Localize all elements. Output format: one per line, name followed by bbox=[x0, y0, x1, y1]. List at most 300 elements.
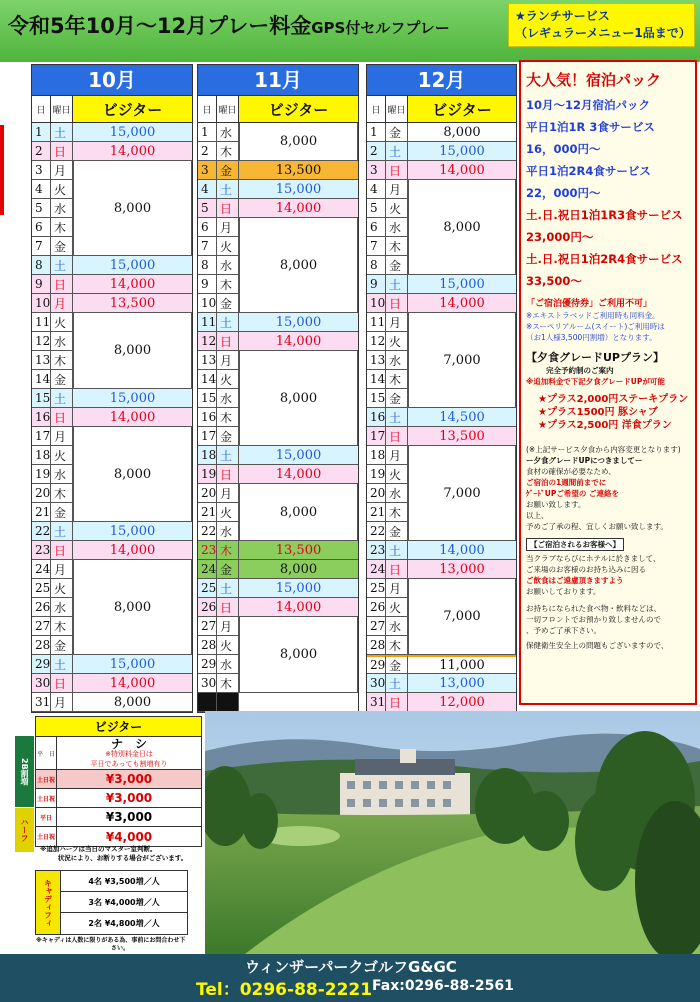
day-row bbox=[32, 693, 192, 712]
upgrade-title: 【夕食グレードUPプラン】 bbox=[526, 351, 664, 364]
weekday: 水 bbox=[51, 199, 73, 217]
visitor-price: 14,000 bbox=[408, 161, 516, 179]
day-number: 27 bbox=[32, 617, 51, 635]
weekday: 土 bbox=[51, 256, 73, 274]
g8: 保健衛生安全上の問題もございますので、 bbox=[526, 641, 669, 650]
day-number: 24 bbox=[367, 560, 386, 578]
weekday: 水 bbox=[217, 522, 239, 540]
weekday: 月 bbox=[51, 427, 73, 445]
guest-title: 【ご宿泊されるお客様へ】 bbox=[526, 538, 624, 551]
day-number: 27 bbox=[198, 617, 217, 635]
weekday: 土 bbox=[386, 275, 408, 293]
weekday: 水 bbox=[51, 465, 73, 483]
lunch-line1: ★ランチサービス bbox=[515, 9, 610, 23]
weekday: 火 bbox=[51, 446, 73, 464]
left-marker bbox=[0, 125, 4, 215]
half-note bbox=[40, 845, 205, 863]
plan2: 平日1泊2R4食サービス bbox=[526, 164, 651, 178]
day-number: 4 bbox=[198, 180, 217, 198]
row-label: 平日 bbox=[36, 808, 57, 826]
day-row bbox=[32, 294, 192, 313]
day-row bbox=[367, 427, 516, 446]
day-number: 20 bbox=[32, 484, 51, 502]
weekday: 土 bbox=[386, 674, 408, 692]
weekday: 月 bbox=[217, 351, 239, 369]
weekday: 水 bbox=[51, 332, 73, 350]
price3: 23,000円～ bbox=[526, 230, 594, 244]
weekday: 火 bbox=[217, 503, 239, 521]
day-row bbox=[367, 123, 516, 142]
visitor-price: 15,000 bbox=[239, 180, 358, 198]
weekday: 土 bbox=[217, 579, 239, 597]
day-number: 22 bbox=[367, 522, 386, 540]
weekday: 木 bbox=[217, 541, 239, 559]
day-row bbox=[198, 465, 358, 484]
day-number: 11 bbox=[367, 313, 386, 331]
lunch-service-box bbox=[508, 3, 695, 47]
month-table-october bbox=[31, 64, 193, 713]
day-number: 30 bbox=[32, 674, 51, 692]
visitor-price: 8,000 bbox=[239, 560, 358, 578]
day-row bbox=[32, 655, 192, 674]
weekday: 火 bbox=[386, 332, 408, 350]
weekday: 金 bbox=[51, 370, 73, 388]
blank-cell bbox=[239, 693, 358, 711]
day-number: 23 bbox=[198, 541, 217, 559]
day-number: 2 bbox=[367, 142, 386, 160]
day-number: 10 bbox=[198, 294, 217, 312]
day-number: 24 bbox=[32, 560, 51, 578]
caddie-note2: さい。 bbox=[110, 945, 129, 952]
weekday: 金 bbox=[51, 237, 73, 255]
upgrade-sub: 完全予約制のご案内 bbox=[546, 366, 614, 375]
g6: 一切フロントでお預かり致しませんので bbox=[526, 615, 661, 624]
weekday: 金 bbox=[386, 389, 408, 407]
weekday: 土 bbox=[51, 522, 73, 540]
weekday: 木 bbox=[217, 142, 239, 160]
day-number: 15 bbox=[32, 389, 51, 407]
day-number: 18 bbox=[367, 446, 386, 464]
weekday: 土 bbox=[51, 123, 73, 141]
day-number: 7 bbox=[198, 237, 217, 255]
n4: ご宿泊の1週間前までに bbox=[526, 478, 607, 487]
merged-price: 7,000 bbox=[408, 579, 516, 655]
visitor-price: 15,000 bbox=[239, 446, 358, 464]
stay-pack-title: 大人気！宿泊パック bbox=[526, 71, 662, 89]
weekday: 日 bbox=[386, 161, 408, 179]
n1: (※上記サービス夕食から内容変更となります) bbox=[526, 445, 681, 454]
weekday: 火 bbox=[217, 370, 239, 388]
weekday: 日 bbox=[51, 142, 73, 160]
plan1: 平日1泊1R 3食サービス bbox=[526, 120, 655, 134]
column-header-weekday: 曜日 bbox=[386, 96, 408, 122]
weekday: 木 bbox=[51, 218, 73, 236]
weekday: 土 bbox=[51, 655, 73, 673]
day-number: 29 bbox=[367, 655, 386, 673]
n5: ｹﾞｰﾄﾞUPご希望の ご連絡を bbox=[526, 489, 619, 498]
row-label: 土日祝 bbox=[36, 789, 57, 807]
g2: ご来場のお客様のお持ち込みに因る bbox=[526, 565, 646, 574]
weekday: 月 bbox=[51, 161, 73, 179]
day-number: 2 bbox=[198, 142, 217, 160]
day-number: 19 bbox=[367, 465, 386, 483]
day-row bbox=[198, 313, 358, 332]
weekday: 日 bbox=[386, 693, 408, 711]
half-label-text: ハーフ bbox=[20, 818, 29, 842]
day-number: 17 bbox=[32, 427, 51, 445]
weekday: 水 bbox=[217, 123, 239, 141]
day-number: 21 bbox=[198, 503, 217, 521]
title-suffix: GPS付セルフプレー bbox=[311, 19, 450, 37]
day-number: 12 bbox=[367, 332, 386, 350]
merged-price: 8,000 bbox=[239, 484, 358, 541]
day-number: 3 bbox=[32, 161, 51, 179]
day-number: 23 bbox=[367, 541, 386, 559]
day-number: 21 bbox=[32, 503, 51, 521]
day-row bbox=[198, 180, 358, 199]
visitor-price: 14,000 bbox=[408, 294, 516, 312]
phone-number[interactable]: Tel：0296-88-2221 bbox=[196, 980, 373, 1000]
weekday: 月 bbox=[386, 579, 408, 597]
column-header-visitor: ビジター bbox=[73, 96, 192, 122]
day-number: 3 bbox=[367, 161, 386, 179]
visitor-price: 8,000 bbox=[113, 694, 152, 710]
day-number: 28 bbox=[198, 636, 217, 654]
lunch-line2: （レギュラーメニュー1品まで） bbox=[515, 26, 691, 40]
day-number: 8 bbox=[198, 256, 217, 274]
weekday: 土 bbox=[386, 142, 408, 160]
row-value: ¥3,000 bbox=[105, 772, 153, 786]
day-number: 10 bbox=[367, 294, 386, 312]
day-number: 24 bbox=[198, 560, 217, 578]
weekday: 木 bbox=[51, 617, 73, 635]
day-row bbox=[367, 541, 516, 560]
visitor-price: 14,000 bbox=[73, 408, 192, 426]
column-header-visitor: ビジター bbox=[239, 96, 358, 122]
weekday: 日 bbox=[51, 541, 73, 559]
day-row bbox=[32, 408, 192, 427]
visitor-price: 15,000 bbox=[73, 256, 192, 274]
day-row bbox=[198, 199, 358, 218]
visitor-price: 13,500 bbox=[239, 161, 358, 179]
day-number: 10 bbox=[32, 294, 51, 312]
visitor-price: 8,000 bbox=[443, 124, 481, 140]
weekday: 月 bbox=[386, 313, 408, 331]
weekday: 金 bbox=[51, 636, 73, 654]
day-number: 11 bbox=[32, 313, 51, 331]
day-number: 21 bbox=[367, 503, 386, 521]
row-label: 土日祝 bbox=[36, 827, 57, 846]
page-header bbox=[0, 0, 700, 62]
weekday: 日 bbox=[217, 199, 239, 217]
caddie-note bbox=[36, 937, 204, 953]
weekday: 月 bbox=[217, 218, 239, 236]
none-text: ナ シ bbox=[110, 737, 147, 751]
weekday: 水 bbox=[217, 655, 239, 673]
n6: お願い致します。 bbox=[526, 500, 586, 509]
day-row bbox=[367, 408, 516, 427]
weekday: 日 bbox=[51, 674, 73, 692]
day-number: 9 bbox=[198, 275, 217, 293]
weekday: 火 bbox=[386, 199, 408, 217]
note2: ※エキストラベッドご利用時も同料金。 bbox=[526, 311, 660, 320]
day-number: 12 bbox=[32, 332, 51, 350]
visitor-price: 13,500 bbox=[408, 427, 516, 445]
month-title: 10月 bbox=[32, 65, 192, 96]
day-number: 11 bbox=[198, 313, 217, 331]
visitor-price: 15,000 bbox=[239, 579, 358, 597]
weekday: 木 bbox=[217, 275, 239, 293]
weekday: 木 bbox=[217, 674, 239, 692]
weekday: 木 bbox=[386, 636, 408, 654]
golf-course-photo bbox=[205, 711, 700, 954]
visitor-price: 13,500 bbox=[73, 294, 192, 312]
day-number: 6 bbox=[32, 218, 51, 236]
merged-price: 8,000 bbox=[408, 180, 516, 275]
upgrade-steak: ★プラス2,000円ステーキプラン bbox=[538, 394, 689, 405]
column-header-weekday: 曜日 bbox=[51, 96, 73, 122]
visitor-price: 14,000 bbox=[239, 465, 358, 483]
visitor-price: 14,000 bbox=[239, 199, 358, 217]
day-number: 29 bbox=[198, 655, 217, 673]
weekday: 木 bbox=[386, 503, 408, 521]
day-row bbox=[367, 674, 516, 693]
weekday: 日 bbox=[51, 408, 73, 426]
day-row bbox=[32, 123, 192, 142]
day-number: 27 bbox=[367, 617, 386, 635]
column-header-weekday: 曜日 bbox=[217, 96, 239, 122]
half-label bbox=[15, 808, 34, 852]
weekday: 金 bbox=[217, 161, 239, 179]
upgrade-western: ★プラス2,500円 洋食プラン bbox=[538, 420, 672, 431]
month-title: 11月 bbox=[198, 65, 358, 96]
price4: 33,500～ bbox=[526, 274, 582, 288]
weekday: 火 bbox=[217, 237, 239, 255]
visitor-price: 14,000 bbox=[73, 541, 192, 559]
month-title: 12月 bbox=[367, 65, 516, 96]
day-number: 26 bbox=[32, 598, 51, 616]
surcharge-table bbox=[35, 716, 202, 847]
day-number: 7 bbox=[32, 237, 51, 255]
day-number: 12 bbox=[198, 332, 217, 350]
price1: 16，000円～ bbox=[526, 142, 601, 156]
caddie-row: 4名 ¥3,500増／人 bbox=[60, 871, 187, 892]
day-row bbox=[32, 275, 192, 294]
day-row bbox=[32, 142, 192, 161]
weekday: 火 bbox=[386, 598, 408, 616]
weekday: 金 bbox=[217, 294, 239, 312]
weekday: 金 bbox=[386, 655, 408, 673]
day-number: 17 bbox=[198, 427, 217, 445]
n3: 食材の確保が必要なため、 bbox=[526, 467, 616, 476]
none-note2: 平日であっても割増有り bbox=[90, 760, 168, 768]
visitor-price: 15,000 bbox=[73, 123, 192, 141]
day-number: 25 bbox=[367, 579, 386, 597]
day-row bbox=[198, 693, 358, 712]
weekday: 水 bbox=[386, 617, 408, 635]
column-header-day: 日 bbox=[367, 96, 386, 122]
day-row bbox=[198, 161, 358, 180]
day-row bbox=[367, 161, 516, 180]
stay-pack-sub: 10月～12月宿泊パック bbox=[526, 98, 651, 112]
weekday: 土 bbox=[217, 313, 239, 331]
visitor-price: 15,000 bbox=[408, 275, 516, 293]
day-number: 16 bbox=[198, 408, 217, 426]
surcharge-row bbox=[36, 789, 201, 808]
price2: 22，000円～ bbox=[526, 186, 601, 200]
day-number: 25 bbox=[198, 579, 217, 597]
visitor-price: 13,000 bbox=[408, 674, 516, 692]
day-number: 26 bbox=[367, 598, 386, 616]
note1: 「ご宿泊優待券」ご利用不可」 bbox=[526, 299, 653, 309]
visitor-price: 14,000 bbox=[408, 541, 516, 559]
day-number: 4 bbox=[367, 180, 386, 198]
merged-price: 8,000 bbox=[73, 161, 192, 256]
day-number: 14 bbox=[32, 370, 51, 388]
day-number: 1 bbox=[32, 123, 51, 141]
day-number: 25 bbox=[32, 579, 51, 597]
2b-surcharge-label bbox=[15, 736, 34, 807]
day-number: 26 bbox=[198, 598, 217, 616]
day-number: 17 bbox=[367, 427, 386, 445]
weekday: 火 bbox=[217, 636, 239, 654]
upgrade-pork: ★プラス1500円 豚シャブ bbox=[538, 407, 658, 418]
weekday: 木 bbox=[217, 408, 239, 426]
weekday: 水 bbox=[386, 218, 408, 236]
none-note1: ※特別料金日は bbox=[105, 750, 153, 758]
day-row bbox=[367, 142, 516, 161]
caddie-row: 3名 ¥4,000増／人 bbox=[60, 892, 187, 913]
visitor-price: 14,000 bbox=[239, 598, 358, 616]
visitor-price: 14,000 bbox=[73, 275, 192, 293]
day-number: 7 bbox=[367, 237, 386, 255]
weekday: 月 bbox=[51, 693, 73, 711]
title-main: 令和5年10月～12月プレー料金 bbox=[8, 14, 312, 38]
visitor-price: 15,000 bbox=[239, 313, 358, 331]
weekday: 月 bbox=[386, 180, 408, 198]
weekday: 金 bbox=[51, 503, 73, 521]
weekday: 水 bbox=[386, 484, 408, 502]
visitor-price: 13,000 bbox=[408, 560, 516, 578]
day-row bbox=[32, 522, 192, 541]
visitor-price: 14,500 bbox=[408, 408, 516, 426]
day-number: 13 bbox=[32, 351, 51, 369]
visitor-price: 14,000 bbox=[73, 142, 192, 160]
plan3: 土.日.祝日1泊1R3食サービス bbox=[526, 208, 683, 222]
day-row bbox=[198, 560, 358, 579]
column-header-visitor: ビジター bbox=[408, 96, 516, 122]
half-note2: 状況により、お断りする場合がございます。 bbox=[57, 854, 188, 862]
note4: （お1人様3,500円割増）となります。 bbox=[526, 333, 657, 342]
surcharge-row bbox=[36, 827, 201, 846]
weekday: 土 bbox=[386, 541, 408, 559]
row-value: ¥4,000 bbox=[105, 829, 153, 844]
merged-price: 8,000 bbox=[73, 313, 192, 389]
day-number: 3 bbox=[198, 161, 217, 179]
weekday: 水 bbox=[217, 256, 239, 274]
day-number: 18 bbox=[32, 446, 51, 464]
day-number: 30 bbox=[367, 674, 386, 692]
plan4: 土.日.祝日1泊2R4食サービス bbox=[526, 252, 683, 266]
weekday: 日 bbox=[217, 465, 239, 483]
day-number: 9 bbox=[367, 275, 386, 293]
day-number: 30 bbox=[198, 674, 217, 692]
weekday: 日 bbox=[386, 427, 408, 445]
n8: 予めご了承の程、宜しくお願い致します。 bbox=[526, 522, 668, 531]
blank-cell bbox=[198, 693, 217, 711]
weekday: 水 bbox=[386, 351, 408, 369]
day-row bbox=[367, 294, 516, 313]
g7: 、予めご了承下さい。 bbox=[526, 626, 601, 635]
weekday: 日 bbox=[386, 294, 408, 312]
day-row bbox=[198, 332, 358, 351]
day-number: 22 bbox=[198, 522, 217, 540]
merged-price: 8,000 bbox=[73, 560, 192, 655]
weekday: 火 bbox=[51, 180, 73, 198]
weekday: 月 bbox=[51, 294, 73, 312]
weekday: 木 bbox=[386, 370, 408, 388]
day-row bbox=[367, 275, 516, 294]
day-number: 19 bbox=[198, 465, 217, 483]
surcharge-header: ビジター bbox=[36, 717, 201, 737]
day-number: 1 bbox=[198, 123, 217, 141]
day-number: 22 bbox=[32, 522, 51, 540]
weekday: 木 bbox=[51, 351, 73, 369]
club-name: ウィンザーパークゴルフG&GC bbox=[245, 958, 457, 976]
day-number: 1 bbox=[367, 123, 386, 141]
visitor-price: 14,000 bbox=[239, 332, 358, 350]
row-value: ¥3,000 bbox=[105, 791, 153, 805]
visitor-price: 15,000 bbox=[408, 142, 516, 160]
day-number: 20 bbox=[367, 484, 386, 502]
weekday-label: 平 日 bbox=[36, 737, 57, 769]
n7: 以上、 bbox=[526, 511, 549, 520]
weekday: 火 bbox=[51, 313, 73, 331]
n2: ー夕食グレードUPにつきましてー bbox=[526, 456, 643, 465]
day-row bbox=[198, 541, 358, 560]
weekday: 土 bbox=[51, 389, 73, 407]
caddie-fee-table bbox=[35, 870, 188, 935]
visitor-price: 13,500 bbox=[239, 541, 358, 559]
weekday: 金 bbox=[386, 123, 408, 141]
month-table-december bbox=[366, 64, 517, 713]
day-row bbox=[367, 560, 516, 579]
day-number: 6 bbox=[367, 218, 386, 236]
g5: お持ちになられた食べ物・飲料などは、 bbox=[526, 604, 661, 613]
visitor-price: 15,000 bbox=[73, 655, 192, 673]
day-number: 20 bbox=[198, 484, 217, 502]
day-number: 14 bbox=[198, 370, 217, 388]
weekday: 日 bbox=[217, 598, 239, 616]
weekday: 金 bbox=[217, 560, 239, 578]
column-header-day: 日 bbox=[198, 96, 217, 122]
weekday: 月 bbox=[51, 560, 73, 578]
day-number: 5 bbox=[367, 199, 386, 217]
month-table-november bbox=[197, 64, 359, 713]
visitor-price: 14,000 bbox=[73, 674, 192, 692]
visitor-price: 15,000 bbox=[73, 522, 192, 540]
note3: ※スーペリアルーム(スイート)ご利用時は bbox=[526, 322, 665, 331]
g3: ご飲食はご遠慮頂きますよう bbox=[526, 576, 624, 585]
day-number: 13 bbox=[367, 351, 386, 369]
day-row bbox=[32, 541, 192, 560]
day-row bbox=[367, 693, 516, 712]
page-title bbox=[8, 10, 450, 40]
weekday: 金 bbox=[217, 427, 239, 445]
surcharge-row bbox=[36, 770, 201, 789]
blank-cell bbox=[217, 693, 239, 711]
day-row bbox=[198, 598, 358, 617]
